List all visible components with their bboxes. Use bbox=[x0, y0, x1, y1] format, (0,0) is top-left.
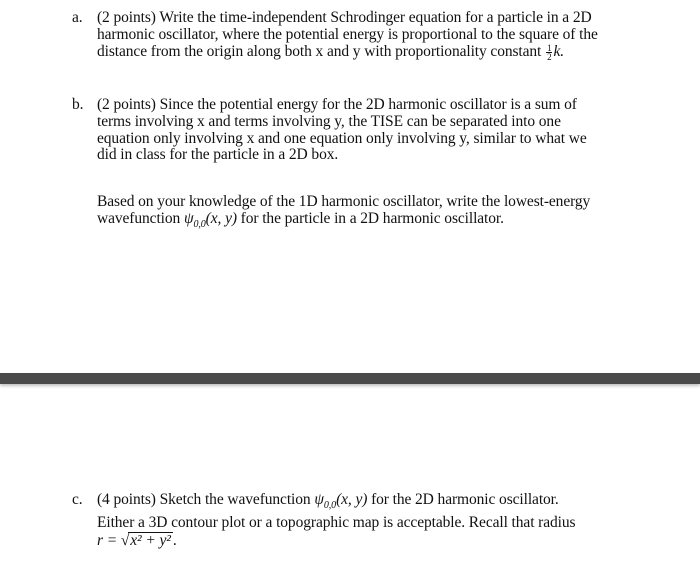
question-c-line-2: Either a 3D contour plot or a topographic map is acceptable. Recall that radius bbox=[97, 513, 576, 531]
wavefunction-prefix: wavefunction bbox=[97, 209, 184, 227]
question-c-line-1-suffix: for the 2D harmonic oscillator. bbox=[367, 491, 559, 508]
question-b-followup-line-1: Based on your knowledge of the 1D harmonic oscillator, write the lowest-energy bbox=[97, 193, 591, 210]
psi-subscript: 0,0 bbox=[193, 218, 206, 230]
question-a-line-3-text: distance from the origin along both x and y with proportionality constant bbox=[97, 42, 542, 60]
question-a-text bbox=[97, 10, 598, 61]
question-b-line-1: (2 points) Since the potential energy for the 2D harmonic oscillator is a sum of bbox=[97, 96, 577, 113]
psi-symbol: ψ bbox=[183, 209, 194, 227]
sqrt-sign: √ bbox=[120, 531, 130, 549]
radius-end: . bbox=[172, 531, 177, 549]
question-c-line-1-prefix: (4 points) Sketch the wavefunction bbox=[97, 491, 315, 508]
question-a-marker: a. bbox=[72, 9, 83, 26]
page-divider bbox=[0, 373, 700, 384]
psi-args: (x, y) bbox=[205, 209, 237, 227]
question-b-line-2: terms involving x and terms involving y, the TISE can be separated into one bbox=[97, 112, 561, 130]
question-b-followup bbox=[97, 194, 590, 234]
question-c-line-1 bbox=[97, 492, 575, 515]
psi-subscript-c: 0,0 bbox=[323, 500, 337, 512]
psi-args-c: (x, y) bbox=[336, 491, 368, 508]
radius-rhs: x² + y² bbox=[130, 531, 171, 549]
question-a-line-2: harmonic oscillator, where the potential energy is proportional to the square of the bbox=[97, 25, 598, 43]
question-b-line-4: did in class for the particle in a 2D box. bbox=[97, 146, 339, 164]
question-b-marker: b. bbox=[72, 96, 84, 113]
question-c-line-3 bbox=[97, 532, 575, 550]
radius-lhs: r = bbox=[97, 531, 121, 549]
constant-fraction bbox=[546, 44, 552, 61]
question-c-marker: c. bbox=[72, 491, 83, 508]
constant-denominator: 2 bbox=[547, 51, 552, 62]
question-a-line-3 bbox=[97, 44, 598, 61]
question-b-followup-line-2 bbox=[97, 211, 590, 234]
question-c-text bbox=[97, 492, 575, 549]
question-b-text bbox=[97, 97, 587, 164]
question-a-line-1: (2 points) Write the time-independent Schrodinger equation for a particle in a 2D bbox=[97, 9, 592, 26]
constant-numerator: 1 bbox=[547, 42, 552, 53]
psi-symbol-c: ψ bbox=[314, 491, 324, 508]
question-b-line-3: equation only involving x and one equation only involving y, similar to what we bbox=[97, 129, 587, 147]
constant-k: k. bbox=[553, 42, 565, 60]
wavefunction-suffix: for the particle in a 2D harmonic oscillator. bbox=[236, 209, 504, 227]
